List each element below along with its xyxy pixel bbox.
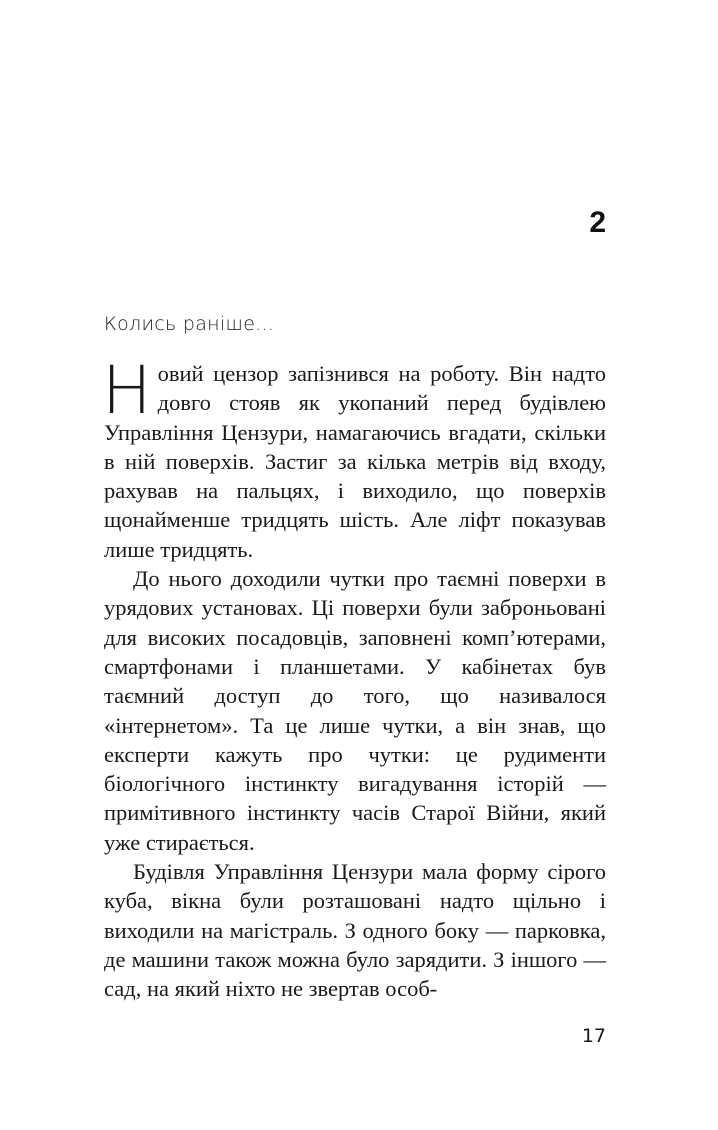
page-number: 17 <box>581 1025 606 1047</box>
chapter-epigraph: Колись раніше... <box>104 313 275 335</box>
body-text <box>102 352 606 1004</box>
drop-cap: Н <box>102 352 152 429</box>
paragraph-1 <box>102 352 606 564</box>
paragraph-2: До нього доходили чутки про таємні поверхи в урядових установах. Ці поверхи були заброньовані для високих посадовців, заповнені комп’ютерами, смартфонами і планшетами. У кабінетах був таємний доступ до того, що називалося «інтернетом». Та це лише чутки, а він знав, що експерти кажуть про чутки: це рудименти біологічного інстинкту вигадування історій — примітивного інстинкту часів Старої Війни, який уже стирається. <box>104 566 606 855</box>
chapter-number: 2 <box>589 206 606 239</box>
paragraph-3: Будівля Управління Цензури мала форму сірого куба, вікна були розташовані надто щільно і виходили на магістраль. З одного боку — парковка, де машини також можна було зарядити. З іншого — сад, на який ніхто не звертав особ- <box>104 859 606 1002</box>
paragraph-1-text: овий цензор запізнився на роботу. Він надто довго стояв як укопаний перед будівлею Управління Цензури, намагаючись вгадати, скільки в ній поверхів. Застиг за кілька метрів від входу, рахував на пальцях, і виходило, що поверхів щонайменше тридцять шість. Але ліфт показував лише тридцять. <box>104 361 606 562</box>
